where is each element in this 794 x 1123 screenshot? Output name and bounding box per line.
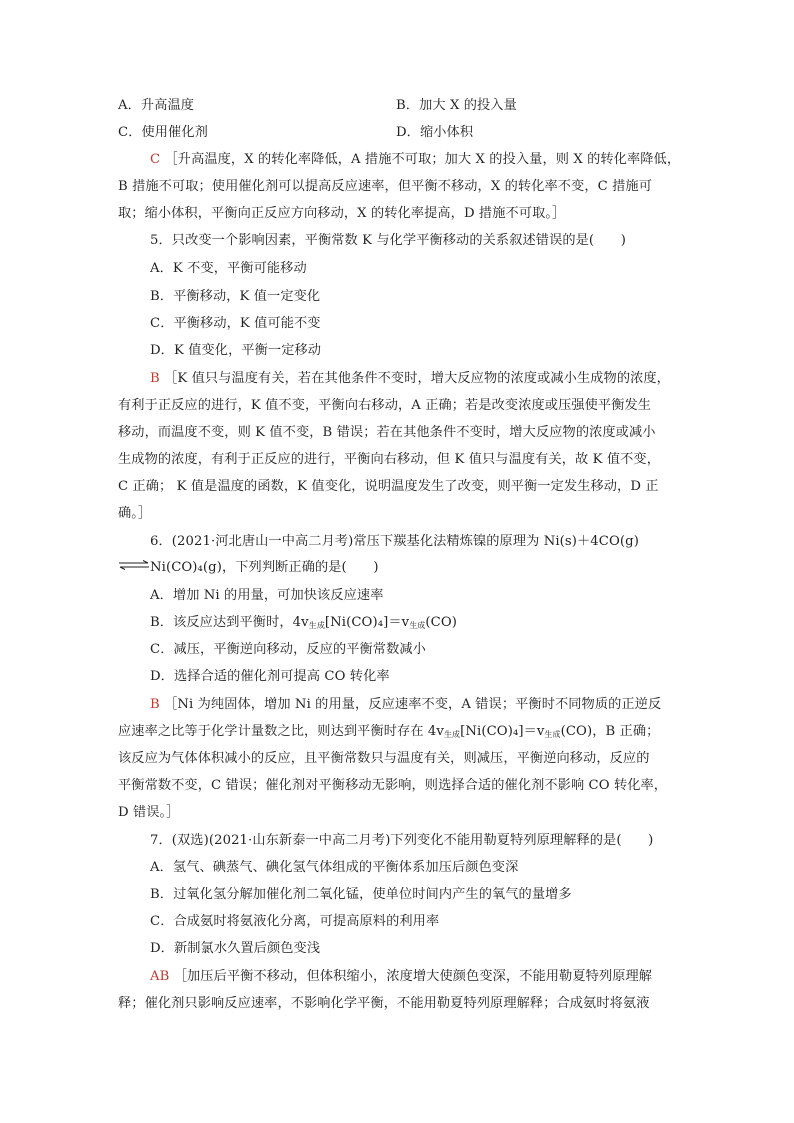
q6-explanation-text: ［Ni 为纯固体，增加 Ni 的用量，反应速率不变，A 错误；平衡时不同物质的正逆反: [164, 697, 662, 712]
q5-answer: B: [150, 371, 160, 386]
q5-option-a: A．K 不变，平衡可能移动: [150, 261, 307, 276]
q6-option-a: A．增加 Ni 的用量，可加快该反应速率: [150, 588, 384, 603]
q4-options-row-2: [118, 124, 678, 142]
q6-explanation-line-3: 该反应为气体体积减小的反应，且平衡常数只与温度有关，则减压，平衡逆向移动，反应的: [118, 751, 650, 766]
q6-stem-line-1: 6．(2021·河北唐山一中高二月考)常压下羰基化法精炼镍的原理为 Ni(s)＋4CO(g): [150, 534, 639, 549]
q4-options-row-1: [118, 97, 678, 115]
q4-explanation-line-3: 取；缩小体积，平衡向正反应方向移动，X 的转化率提高，D 措施不可取。］: [118, 206, 566, 221]
q7-option-b: B．过氧化氢分解加催化剂二氧化锰，使单位时间内产生的氧气的量增多: [150, 887, 572, 902]
q4-explanation-text: ［升高温度，X 的转化率降低，A 措施不可取；加大 X 的投入量，则 X 的转化率降低，: [164, 152, 681, 167]
q4-answer: C: [150, 152, 161, 167]
q5-explanation-text: ［K 值只与温度有关，若在其他条件不变时，增大反应物的浓度或减小生成物的浓度，: [164, 371, 670, 386]
q6-stem-line-2: [118, 559, 678, 577]
q4-option-c: C．使用催化剂: [118, 125, 208, 140]
q5-explanation-line-1: [150, 370, 710, 388]
q4-option-a: A．升高温度: [118, 98, 195, 113]
q7-answer: AB: [150, 969, 170, 984]
q7-explanation-line-2: 释；催化剂只影响反应速率，不影响化学平衡，不能用勒夏特列原理解释；合成氨时将氨液: [118, 996, 650, 1011]
q7-option-d: D．新制氯水久置后颜色变浅: [150, 941, 321, 956]
q5-explanation-line-5: C 正确； K 值是温度的函数，K 值变化，说明温度发生了改变，则平衡一定发生移动，D 正: [118, 479, 659, 494]
q5-explanation-line-6: 确。］: [118, 506, 152, 521]
q6-explanation-line-5: D 错误。］: [118, 805, 180, 820]
q5-option-d: D．K 值变化，平衡一定移动: [150, 343, 322, 358]
q6-answer: B: [150, 697, 160, 712]
q5-option-b: B．平衡移动，K 值一定变化: [150, 289, 321, 304]
q7-explanation-text: ［加压后平衡不移动，但体积缩小，浓度增大使颜色变深，不能用勒夏特列原理解: [173, 969, 653, 984]
subscript: 生成: [308, 621, 325, 630]
q7-option-c: C．合成氨时将氨液化分离，可提高原料的利用率: [150, 914, 440, 929]
q5-explanation-line-4: 生成物的浓度，有利于正反应的进行，平衡向右移动，但 K 值只与温度有关，故 K 值不变，: [118, 452, 660, 467]
q6-explanation-line-2: [118, 723, 678, 741]
q6-option-b-middle: [Ni(CO)₄]＝v: [324, 615, 410, 630]
q6-exp-suffix: (CO)，B 正确；: [560, 724, 660, 739]
q6-exp-prefix: 应速率之比等于化学计量数之比，则达到平衡时存在 4v: [118, 724, 444, 739]
q4-option-d: D．缩小体积: [396, 125, 474, 140]
q6-exp-middle: [Ni(CO)₄]＝v: [460, 724, 545, 739]
q6-option-b-suffix: (CO): [425, 615, 457, 630]
q5-option-c: C．平衡移动，K 值可能不变: [150, 316, 321, 331]
q5-explanation-line-2: 有利于正反应的进行，K 值不变，平衡向右移动，A 正确；若是改变浓度或压强使平衡发生: [118, 398, 652, 413]
q6-stem-text: Ni(CO)₄(g)，下列判断正确的是( ): [150, 560, 379, 575]
q6-explanation-line-1: [150, 696, 710, 714]
q4-option-b: B．加大 X 的投入量: [396, 98, 517, 113]
q4-explanation-line-1: [150, 151, 710, 169]
q7-option-a: A．氢气、碘蒸气、碘化氢气体组成的平衡体系加压后颜色变深: [150, 860, 519, 875]
q6-option-c: C．减压，平衡逆向移动，反应的平衡常数减小: [150, 642, 426, 657]
q7-explanation-line-1: [150, 968, 710, 986]
q7-stem: 7．(双选)(2021·山东新泰一中高二月考)下列变化不能用勒夏特列原理解释的是( ): [150, 833, 654, 848]
subscript: 生成: [409, 621, 426, 630]
q5-stem: 5．只改变一个影响因素，平衡常数 K 与化学平衡移动的关系叙述错误的是( ): [150, 233, 627, 248]
q6-option-b: [150, 614, 710, 632]
q6-option-d: D．选择合适的催化剂可提高 CO 转化率: [150, 669, 390, 684]
subscript: 生成: [443, 730, 461, 739]
q5-explanation-line-3: 移动，而温度不变，则 K 值不变，B 错误；若在其他条件不变时，增大反应物的浓度或减小: [118, 425, 656, 440]
q6-explanation-line-4: 平衡常数不变，C 错误；催化剂对平衡移动无影响，则选择合适的催化剂不影响 CO 转化率，: [118, 778, 668, 793]
q6-option-b-prefix: B．该反应达到平衡时，4v: [150, 615, 309, 630]
subscript: 生成: [544, 730, 561, 739]
equilibrium-arrow-icon: [118, 560, 150, 570]
q4-explanation-line-2: B 措施不可取；使用催化剂可以提高反应速率，但平衡不移动，X 的转化率不变，C 措施可: [118, 179, 652, 194]
